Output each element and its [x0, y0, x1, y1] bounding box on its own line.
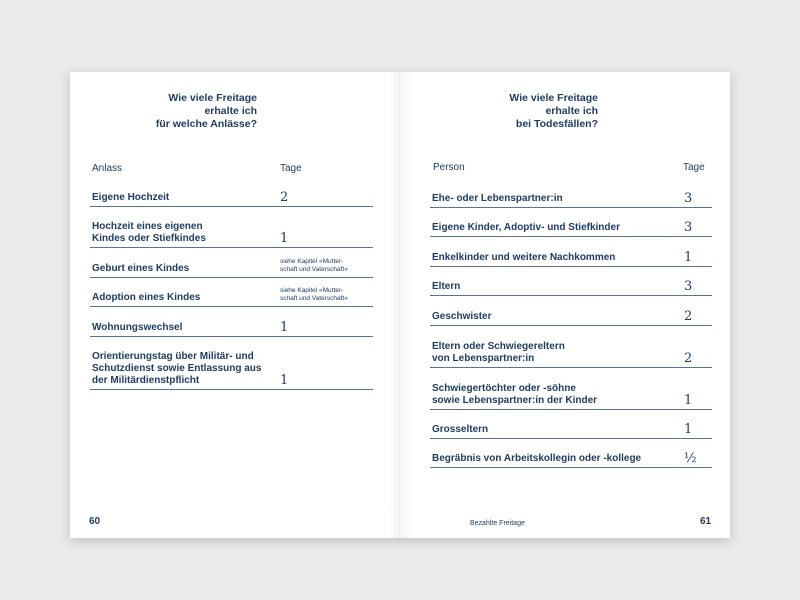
- row-label-line: Eltern: [432, 281, 461, 292]
- row-value: 3: [684, 220, 693, 235]
- row-label: [92, 322, 182, 334]
- row-value: 1: [684, 250, 693, 265]
- row-label-line: Kindes oder Stiefkindes: [92, 233, 206, 244]
- note-line: schaft und Vaterschaft»: [280, 295, 348, 302]
- row-value: 2: [684, 309, 693, 324]
- table-row: [90, 336, 373, 390]
- row-label: [92, 192, 169, 204]
- table-row: [430, 367, 712, 410]
- page-number: 60: [89, 516, 101, 527]
- row-label: [432, 453, 641, 465]
- row-value: 1: [684, 422, 693, 437]
- row-label-line: Eigene Hochzeit: [92, 192, 170, 203]
- table-row: [430, 236, 712, 267]
- row-value: 1: [280, 373, 289, 388]
- heading-line: Wie viele Freitage: [168, 92, 257, 104]
- right-page-heading: [509, 92, 598, 131]
- table-row: [90, 247, 373, 278]
- row-label: [432, 341, 565, 365]
- row-label: [432, 311, 491, 323]
- row-label: [92, 351, 261, 387]
- row-label-line: der Militärdienstpflicht: [92, 375, 200, 386]
- row-label-line: Schutzdienst sowie Entlassung aus: [92, 363, 262, 374]
- row-label-line: Eigene Kinder, Adoptiv- und Stiefkinder: [432, 222, 620, 233]
- row-label: [432, 193, 563, 205]
- row-label: [92, 263, 189, 275]
- note-line: schaft und Vaterschaft»: [280, 266, 348, 273]
- row-label-line: von Lebenspartner:in: [432, 353, 535, 364]
- right-page: [400, 72, 730, 538]
- heading-line: für welche Anlässe?: [155, 118, 257, 130]
- row-label-line: Begräbnis von Arbeitskollegin oder -kollege: [432, 453, 642, 464]
- column-header-person: Person: [433, 162, 465, 173]
- row-label: [432, 424, 488, 436]
- row-label-line: Enkelkinder und weitere Nachkommen: [432, 252, 616, 263]
- table-row: [90, 206, 373, 248]
- column-header-anlass: Anlass: [92, 163, 123, 174]
- row-label-line: Wohnungswechsel: [92, 322, 183, 333]
- row-label: [432, 252, 615, 264]
- row-value-note: [280, 258, 348, 274]
- column-header-tage: Tage: [280, 163, 302, 174]
- row-value: ½: [684, 451, 697, 466]
- table-row: [430, 438, 712, 468]
- note-line: siehe Kapitel «Mutter-: [280, 287, 344, 294]
- row-label: [92, 221, 206, 245]
- note-line: siehe Kapitel «Mutter-: [280, 258, 344, 265]
- table-row: [90, 277, 373, 307]
- heading-line: erhalte ich: [545, 105, 598, 117]
- table-row: [90, 306, 373, 337]
- row-label: [92, 292, 200, 304]
- row-value: 2: [280, 190, 289, 205]
- row-label-line: sowie Lebenspartner:in der Kinder: [432, 395, 598, 406]
- row-label-line: Schwiegertöchter oder -söhne: [432, 383, 576, 394]
- row-value: 3: [684, 191, 693, 206]
- column-header-tage: Tage: [683, 162, 705, 173]
- row-label-line: Hochzeit eines eigenen: [92, 221, 203, 232]
- table-row: [430, 172, 712, 208]
- row-label-line: Geburt eines Kindes: [92, 263, 190, 274]
- left-page-heading: [156, 92, 257, 131]
- row-label-line: Orientierungstag über Militär- und: [92, 351, 254, 362]
- table-row: [430, 207, 712, 237]
- row-label-line: Eltern oder Schwiegereltern: [432, 341, 565, 352]
- left-page: [70, 72, 400, 538]
- row-value: 1: [280, 320, 289, 335]
- row-label-line: Adoption eines Kindes: [92, 292, 201, 303]
- table-row: [90, 172, 373, 207]
- row-value: 1: [684, 393, 693, 408]
- row-value: 2: [684, 351, 693, 366]
- row-value: 1: [280, 231, 289, 246]
- row-label: [432, 281, 460, 293]
- row-value: 3: [684, 279, 693, 294]
- row-value-note: [280, 287, 348, 303]
- row-label-line: Grosseltern: [432, 424, 489, 435]
- table-row: [430, 266, 712, 296]
- page-number: 61: [700, 516, 712, 527]
- heading-line: bei Todesfällen?: [515, 118, 598, 130]
- table-row: [430, 295, 712, 326]
- row-label-line: Ehe- oder Lebenspartner:in: [432, 193, 563, 204]
- table-row: [430, 325, 712, 368]
- row-label-line: Geschwister: [432, 311, 492, 322]
- table-row: [430, 409, 712, 439]
- heading-line: Wie viele Freitage: [509, 92, 598, 104]
- book-spread: [70, 72, 730, 538]
- heading-line: erhalte ich: [204, 105, 257, 117]
- row-label: [432, 383, 597, 407]
- running-footer: Bezahlte Freitage: [470, 520, 525, 527]
- row-label: [432, 222, 620, 234]
